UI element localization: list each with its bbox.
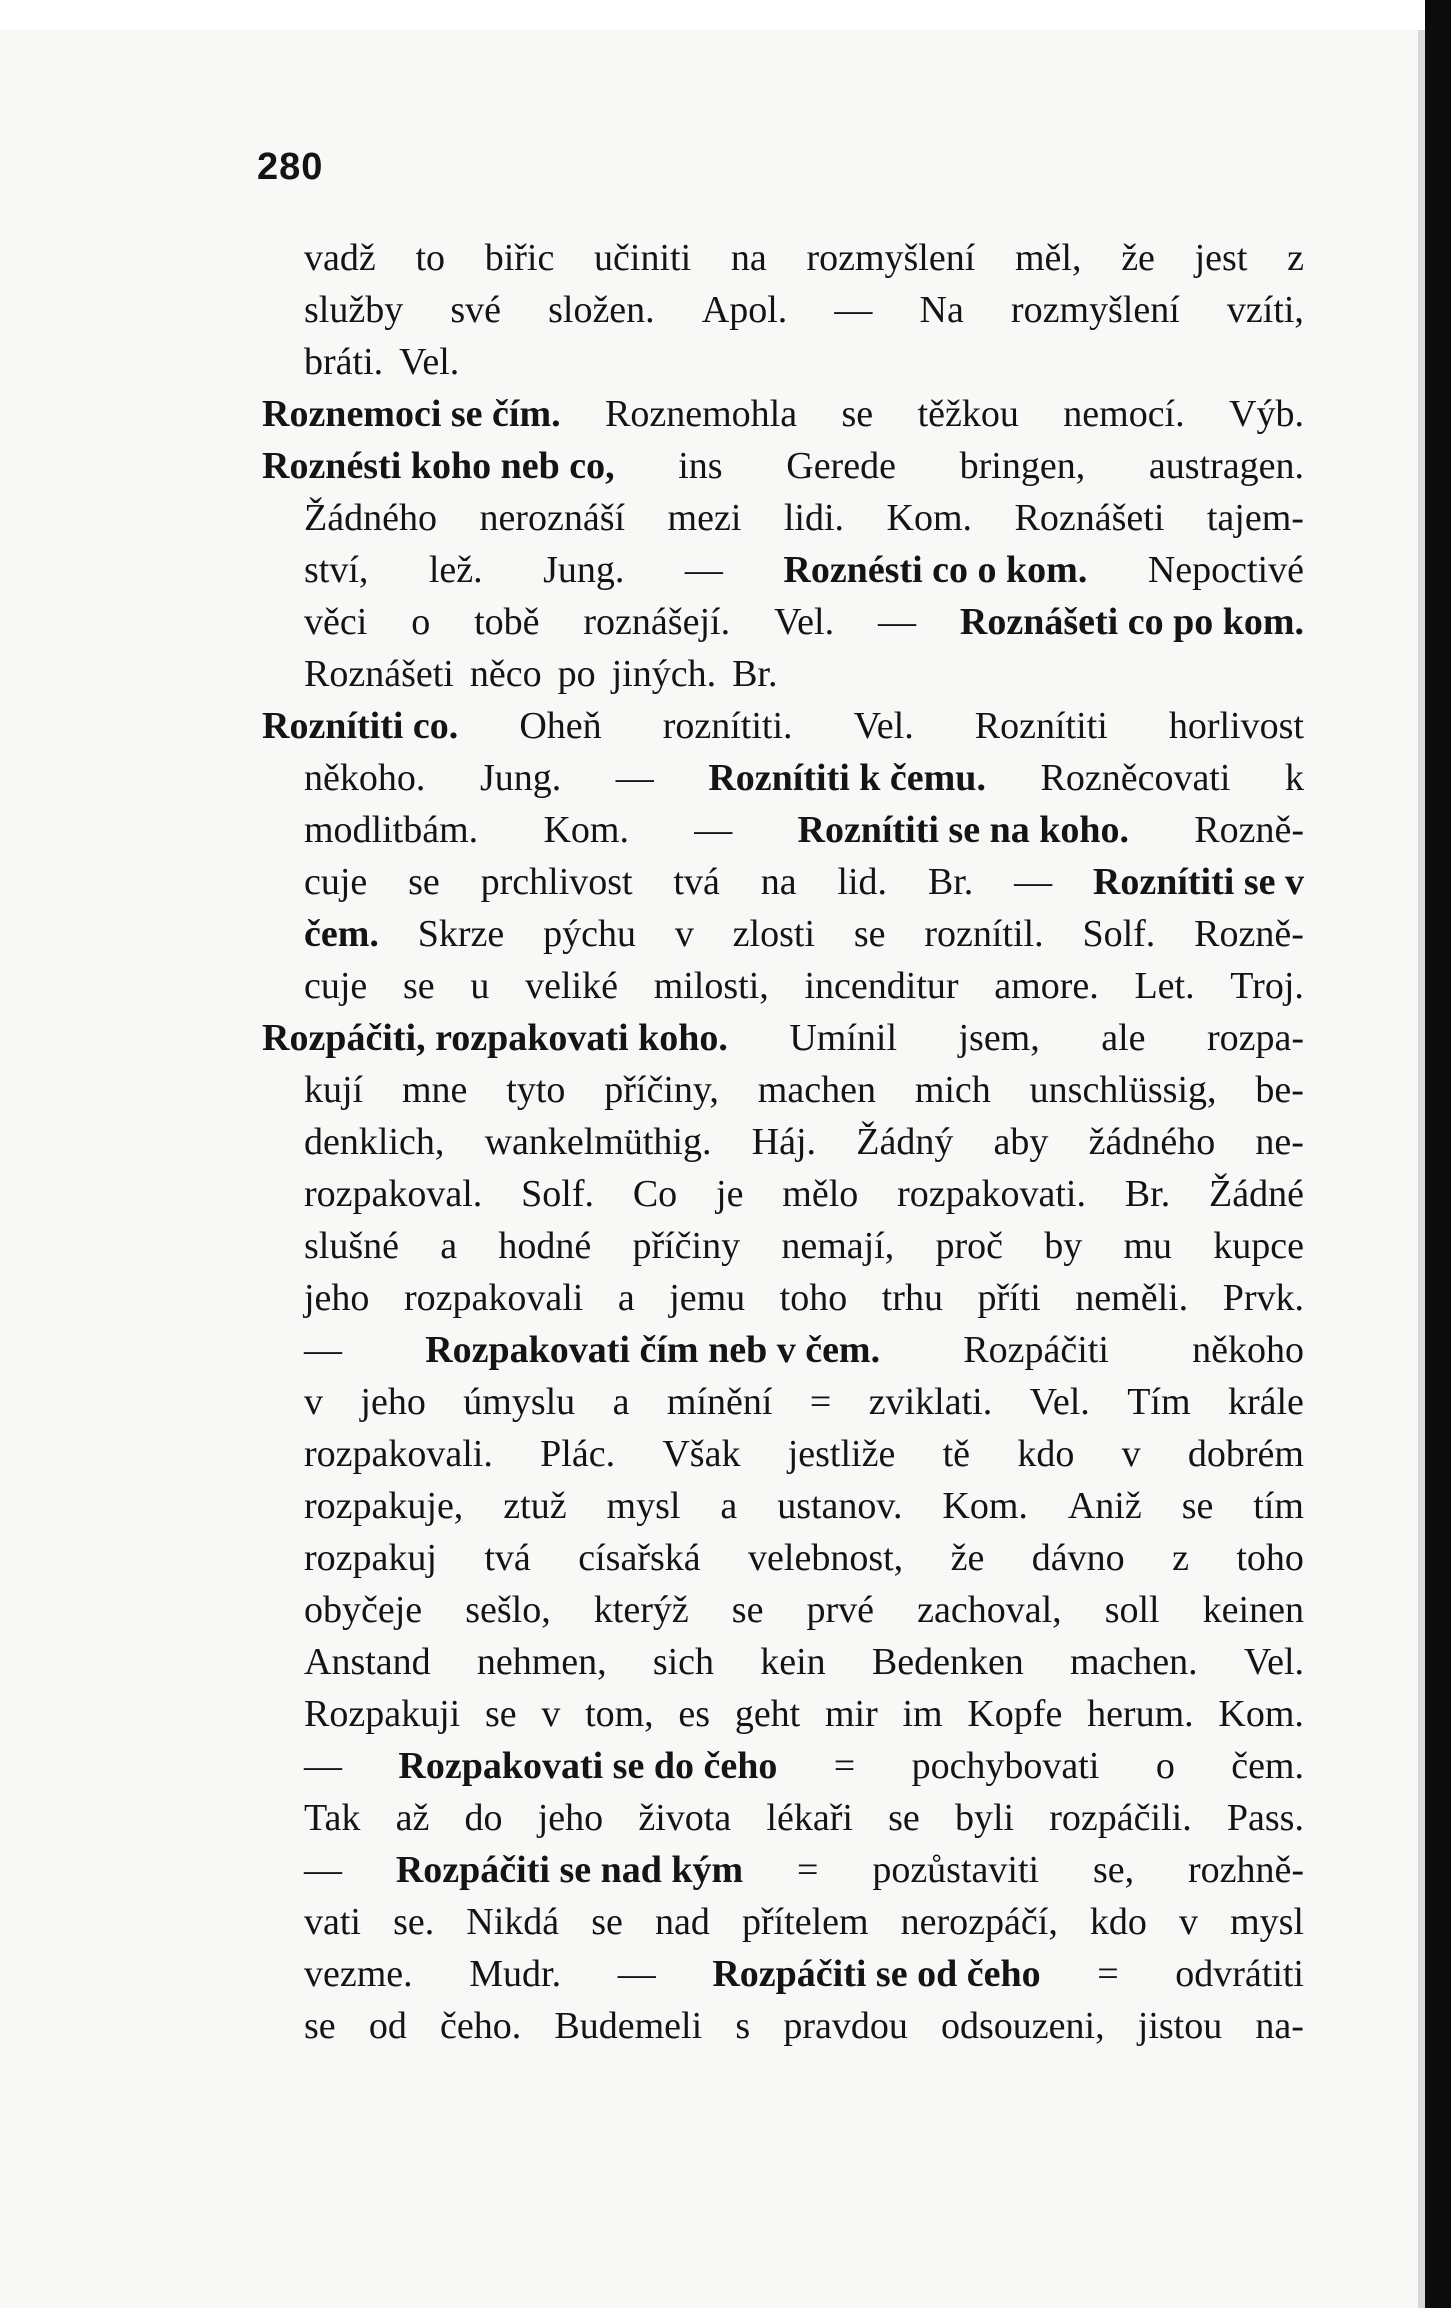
text-segment: aby [993, 1121, 1049, 1163]
text-segment: v [1121, 1433, 1141, 1475]
text-segment: Žádného [304, 497, 437, 539]
text-line [262, 1012, 1304, 1064]
text-segment: tobě [474, 601, 540, 643]
text-segment: Roznemohla [605, 393, 798, 435]
text-segment: příčiny [632, 1225, 741, 1267]
text-segment: be- [1255, 1069, 1304, 1111]
text-segment: kterýž [593, 1589, 689, 1631]
text-segment: že [950, 1537, 985, 1579]
text-line [304, 1376, 1304, 1428]
text-segment: horlivost [1168, 705, 1304, 747]
text-segment: roznášejí. [583, 601, 731, 643]
text-segment: života [638, 1797, 732, 1839]
text-segment: soll [1104, 1589, 1160, 1631]
headword: Roznemoci se čím. [262, 393, 561, 435]
text-segment: Rozpáčiti [963, 1329, 1109, 1371]
text-segment: herum. [1087, 1693, 1194, 1735]
text-segment: mysl [606, 1485, 681, 1527]
text-segment: roznítil. [924, 913, 1044, 955]
text-segment: — [834, 289, 873, 331]
text-segment: nehmen, [476, 1641, 607, 1683]
text-segment: im [902, 1693, 943, 1735]
text-line [304, 1740, 1304, 1792]
text-segment: veliké [525, 965, 618, 1007]
text-segment: na [730, 237, 767, 279]
text-segment: se [841, 393, 874, 435]
text-segment: lidi. [783, 497, 845, 539]
text-segment: Kom. [942, 1485, 1028, 1527]
text-segment: lékaři [766, 1797, 853, 1839]
text-segment: Rozněcovati [1040, 757, 1231, 799]
text-segment: biřic [484, 237, 555, 279]
text-segment: a [440, 1225, 458, 1267]
text-line [304, 648, 1304, 700]
text-segment: vati [304, 1901, 361, 1943]
text-segment: Troj. [1230, 965, 1304, 1007]
text-segment: Rozpakuji [304, 1693, 461, 1735]
text-segment: Nepoctivé [1147, 549, 1304, 591]
text-segment: proč [935, 1225, 1003, 1267]
text-segment: austragen. [1148, 445, 1304, 487]
text-segment: Vel. [853, 705, 914, 747]
text-segment: kdo [1017, 1433, 1075, 1475]
text-segment: Však [662, 1433, 741, 1475]
text-segment: — [684, 549, 723, 591]
text-segment: Gerede [786, 445, 896, 487]
text-segment: věci [304, 601, 368, 643]
page-edge-shadow [1418, 30, 1425, 2308]
text-segment: a [612, 1381, 630, 1423]
text-segment: Solf. [521, 1173, 594, 1215]
text-segment: machen. [1070, 1641, 1198, 1683]
text-segment: bringen, [959, 445, 1086, 487]
text-segment: prchlivost [480, 861, 633, 903]
text-segment: v [304, 1381, 323, 1423]
text-line [262, 440, 1304, 492]
text-segment: tě [942, 1433, 971, 1475]
text-segment: tvá [484, 1537, 531, 1579]
text-segment: se [403, 965, 435, 1007]
text-segment: do [464, 1797, 503, 1839]
text-line [304, 1948, 1304, 2000]
text-segment: Žádný [856, 1121, 954, 1163]
text-segment: neroznáší [479, 497, 626, 539]
text-segment: služby [304, 289, 404, 331]
text-line [304, 960, 1304, 1012]
text-segment: bráti. [304, 341, 384, 383]
text-segment: Kopfe [967, 1693, 1063, 1735]
text-segment: ale [1101, 1017, 1146, 1059]
text-segment: Co [632, 1173, 678, 1215]
text-segment: přítelem [741, 1901, 869, 1943]
text-segment: mezi [667, 497, 742, 539]
text-segment: se [888, 1797, 920, 1839]
text-segment: se [1181, 1485, 1214, 1527]
text-segment: mínění [666, 1381, 773, 1423]
text-segment: v [1178, 1901, 1198, 1943]
text-segment: dobrém [1187, 1433, 1304, 1475]
text-segment: vezme. [304, 1953, 413, 1995]
text-segment: neměli. [1075, 1277, 1189, 1319]
text-segment: je [716, 1173, 744, 1215]
text-segment: vzíti, [1226, 289, 1304, 331]
text-segment: Roznášeti [1014, 497, 1165, 539]
text-segment: že [1121, 237, 1155, 279]
text-segment: Vel. [1243, 1641, 1304, 1683]
text-segment: Kom. [1218, 1693, 1304, 1735]
text-segment: — [617, 1953, 656, 1995]
text-segment: = [797, 1849, 819, 1891]
text-line [304, 1584, 1304, 1636]
text-segment: jistou [1137, 2005, 1223, 2047]
text-segment: se, [1092, 1849, 1135, 1891]
text-line [304, 1896, 1304, 1948]
text-line [304, 1532, 1304, 1584]
text-segment: složen. [548, 289, 655, 331]
text-segment: Budemeli [554, 2005, 703, 2047]
text-segment: vadž [304, 237, 376, 279]
text-segment: Let. [1134, 965, 1195, 1007]
text-segment: Apol. [701, 289, 788, 331]
text-segment: — [615, 757, 654, 799]
text-segment: Br. [927, 861, 974, 903]
text-segment: jeho [537, 1797, 604, 1839]
text-segment: odsouzeni, [941, 2005, 1105, 2047]
text-segment: unschlüssig, [1029, 1069, 1217, 1111]
headword: Roznésti koho neb co, [262, 445, 615, 487]
scan-border-right [1425, 0, 1451, 2308]
text-segment: Nikdá [466, 1901, 560, 1943]
text-segment: měl, [1015, 237, 1082, 279]
text-segment: mne [401, 1069, 468, 1111]
text-segment: Bedenken [871, 1641, 1024, 1683]
text-segment: ins [678, 445, 723, 487]
text-line [304, 804, 1304, 856]
text-segment: z [1172, 1537, 1189, 1579]
text-segment: tím [1253, 1485, 1304, 1527]
text-segment: se [304, 2005, 336, 2047]
text-segment: Výb. [1229, 393, 1304, 435]
text-segment: nemocí. [1063, 393, 1185, 435]
text-line [304, 492, 1304, 544]
text-segment: rozmyšlení [806, 237, 976, 279]
text-segment: Kom. [543, 809, 629, 851]
text-segment: = [833, 1745, 856, 1787]
text-segment: pozůstaviti [872, 1849, 1040, 1891]
text-segment: na- [1255, 2005, 1304, 2047]
text-segment: těžkou [917, 393, 1019, 435]
text-segment: se [591, 1901, 623, 1943]
text-segment: mich [914, 1069, 991, 1111]
text-segment: k [1285, 757, 1304, 799]
text-segment: učiniti [594, 237, 692, 279]
text-segment: — [304, 1745, 342, 1787]
text-segment: kein [760, 1641, 826, 1683]
text-segment: rozhně- [1187, 1849, 1304, 1891]
text-segment: rozpakoval. [304, 1173, 483, 1215]
headword: Roznítiti co. [262, 705, 459, 747]
text-segment: Plác. [540, 1433, 616, 1475]
headword: Rozpáčiti se od čeho [712, 1953, 1041, 1995]
text-segment: Skrze [417, 913, 505, 955]
text-segment: lid. [837, 861, 888, 903]
text-line [262, 388, 1304, 440]
text-segment: na [760, 861, 797, 903]
text-segment: geht [734, 1693, 801, 1735]
text-segment: sich [652, 1641, 715, 1683]
text-segment: tvá [673, 861, 720, 903]
text-segment: Anstand [304, 1641, 431, 1683]
text-segment: — [878, 601, 916, 643]
text-line [304, 544, 1304, 596]
text-segment: mysl [1230, 1901, 1304, 1943]
text-segment: čem. [1231, 1745, 1304, 1787]
text-segment: čeho. [440, 2005, 522, 2047]
text-segment: tajem- [1206, 497, 1304, 539]
text-segment: dávno [1031, 1537, 1125, 1579]
text-line [304, 1272, 1304, 1324]
text-segment: v [541, 1693, 561, 1735]
text-segment: nemají, [781, 1225, 895, 1267]
text-segment: jiných. [611, 653, 717, 695]
headword: Roznášeti co po kom. [959, 601, 1304, 643]
text-segment: krále [1227, 1381, 1304, 1423]
text-segment: po [557, 653, 596, 695]
text-segment: denklich, [304, 1121, 445, 1163]
text-segment: u [470, 965, 490, 1007]
text-segment: pochybovati [911, 1745, 1100, 1787]
text-segment: Oheň [519, 705, 602, 747]
text-segment: Háj. [751, 1121, 817, 1163]
text-segment: se [484, 1693, 517, 1735]
text-line [304, 284, 1304, 336]
text-segment: milosti, [653, 965, 769, 1007]
text-segment: Prvk. [1222, 1277, 1304, 1319]
headword: Roznítiti se v [1092, 861, 1304, 903]
text-segment: toho [1236, 1537, 1304, 1579]
text-segment: slušné [304, 1225, 399, 1267]
text-line [304, 1220, 1304, 1272]
text-segment: se [853, 913, 886, 955]
text-segment: cuje [304, 861, 368, 903]
text-segment: Mudr. [469, 1953, 562, 1995]
text-segment: o [1155, 1745, 1175, 1787]
text-segment: nerozpáčí, [900, 1901, 1058, 1943]
text-segment: tyto [506, 1069, 566, 1111]
headword: Roznésti co o kom. [783, 549, 1088, 591]
text-segment: císařská [578, 1537, 701, 1579]
text-segment: zlosti [732, 913, 815, 955]
headword: Rozpáčiti, rozpakovati koho. [262, 1017, 728, 1059]
text-segment: sešlo, [465, 1589, 551, 1631]
text-segment: ustanov. [777, 1485, 903, 1527]
text-line [304, 336, 1304, 388]
text-segment: nad [654, 1901, 710, 1943]
text-segment: = [1097, 1953, 1119, 1995]
text-line [304, 1428, 1304, 1480]
text-segment: hodné [498, 1225, 592, 1267]
text-segment: a [720, 1485, 738, 1527]
text-segment: tom, [585, 1693, 654, 1735]
text-segment: se [731, 1589, 764, 1631]
text-segment: ství, [304, 549, 369, 591]
text-segment: Br. [1124, 1173, 1171, 1215]
text-segment: Aniž [1067, 1485, 1142, 1527]
text-segment: Vel. [773, 601, 835, 643]
text-segment: ztuž [503, 1485, 567, 1527]
text-segment: zachoval, [917, 1589, 1062, 1631]
text-segment: příti [977, 1277, 1041, 1319]
text-segment: incenditur [804, 965, 959, 1007]
text-segment: příčiny, [604, 1069, 719, 1111]
text-segment: mu [1123, 1225, 1173, 1267]
text-line [304, 1168, 1304, 1220]
text-segment: Rozně- [1194, 809, 1304, 851]
text-segment: rozpakovali [403, 1277, 584, 1319]
text-line [304, 596, 1304, 648]
text-segment: něco [469, 653, 542, 695]
text-line [304, 752, 1304, 804]
text-segment: jsem, [958, 1017, 1040, 1059]
text-line [304, 1116, 1304, 1168]
headword: Rozpakovati čím neb v čem. [425, 1329, 881, 1371]
text-segment: se. [393, 1901, 435, 1943]
text-segment: roznítiti. [662, 705, 793, 747]
text-segment: trhu [881, 1277, 943, 1319]
text-line [304, 1064, 1304, 1116]
text-segment: v [674, 913, 694, 955]
text-line [304, 1480, 1304, 1532]
text-segment: Umínil [789, 1017, 898, 1059]
text-segment: machen [757, 1069, 876, 1111]
text-segment: z [1287, 237, 1304, 279]
text-line [304, 1636, 1304, 1688]
headword: Rozpáčiti se nad kým [395, 1849, 744, 1891]
text-segment: zviklati. [868, 1381, 993, 1423]
text-segment: es [678, 1693, 711, 1735]
text-segment: se [408, 861, 440, 903]
text-segment: rozpakovati. [897, 1173, 1086, 1215]
text-segment: kupce [1213, 1225, 1304, 1267]
text-segment: rozpa- [1206, 1017, 1304, 1059]
headword: Roznítiti k čemu. [708, 757, 986, 799]
text-segment: ne- [1255, 1121, 1304, 1163]
text-segment: své [450, 289, 501, 331]
text-segment: rozpakuje, [304, 1485, 464, 1527]
text-segment: Roznášeti [304, 653, 454, 695]
text-segment: někoho. [304, 757, 426, 799]
text-segment: toho [779, 1277, 848, 1319]
page-number: 280 [257, 146, 324, 188]
text-line [304, 856, 1304, 908]
text-segment: = [809, 1381, 832, 1423]
text-segment: a [617, 1277, 635, 1319]
text-segment: Na [919, 289, 964, 331]
text-segment: jemu [669, 1277, 746, 1319]
text-segment: Jung. [479, 757, 562, 799]
text-segment: rozpakuj [304, 1537, 437, 1579]
text-line [304, 1324, 1304, 1376]
text-segment: Kom. [886, 497, 973, 539]
text-segment: modlitbám. [304, 809, 479, 851]
text-segment: Solf. [1082, 913, 1156, 955]
text-segment: s [735, 2005, 751, 2047]
text-segment: prvé [806, 1589, 875, 1631]
text-segment: rozpáčili. [1049, 1797, 1192, 1839]
text-segment: cuje [304, 965, 368, 1007]
text-segment: úmyslu [463, 1381, 576, 1423]
headword: čem. [304, 913, 379, 955]
scan-margin-top [0, 0, 1451, 30]
text-segment: od [368, 2005, 407, 2047]
text-segment: jeho [360, 1381, 426, 1423]
text-segment: odvrátiti [1175, 1953, 1304, 1995]
text-segment: Tak [304, 1797, 361, 1839]
text-segment: amore. [994, 965, 1099, 1007]
text-segment: byli [954, 1797, 1015, 1839]
text-segment: pýchu [543, 913, 636, 955]
text-segment: — [694, 809, 733, 851]
text-segment: jestliže [787, 1433, 896, 1475]
text-segment: lež. [428, 549, 483, 591]
text-segment: Žádné [1209, 1173, 1304, 1215]
text-segment: — [304, 1849, 342, 1891]
text-segment: — [304, 1329, 342, 1371]
text-segment: Pass. [1226, 1797, 1304, 1839]
text-segment: o [411, 601, 431, 643]
text-segment: pravdou [783, 2005, 908, 2047]
headword: Roznítiti se na koho. [797, 809, 1129, 851]
text-segment: Jung. [543, 549, 625, 591]
text-segment: kdo [1089, 1901, 1147, 1943]
text-segment: Vel. [399, 341, 460, 383]
text-segment: až [395, 1797, 430, 1839]
text-line [262, 700, 1304, 752]
text-line [304, 1844, 1304, 1896]
text-line [304, 908, 1304, 960]
text-segment: keinen [1202, 1589, 1304, 1631]
text-line [304, 232, 1304, 284]
text-segment: jest [1194, 237, 1248, 279]
text-segment: rozmyšlení [1010, 289, 1180, 331]
text-segment: Rozně- [1194, 913, 1304, 955]
text-segment: Tím [1127, 1381, 1191, 1423]
text-segment: obyčeje [304, 1589, 423, 1631]
text-segment: to [415, 237, 445, 279]
text-segment: Roznítiti [974, 705, 1108, 747]
text-segment: by [1044, 1225, 1083, 1267]
text-line [304, 1792, 1304, 1844]
text-segment: mělo [782, 1173, 859, 1215]
text-segment: žádného [1088, 1121, 1216, 1163]
text-segment: jeho [304, 1277, 370, 1319]
text-segment: mir [824, 1693, 878, 1735]
text-segment: wankelmüthig. [484, 1121, 712, 1163]
text-segment: rozpakovali. [304, 1433, 493, 1475]
dictionary-text [262, 232, 1304, 2052]
text-segment: Br. [732, 653, 778, 695]
text-segment: někoho [1192, 1329, 1304, 1371]
headword: Rozpakovati se do čeho [398, 1745, 778, 1787]
text-segment: Vel. [1029, 1381, 1090, 1423]
text-line [304, 2000, 1304, 2052]
text-segment: — [1014, 861, 1053, 903]
text-segment: kují [304, 1069, 364, 1111]
text-segment: velebnost, [748, 1537, 904, 1579]
text-line [304, 1688, 1304, 1740]
